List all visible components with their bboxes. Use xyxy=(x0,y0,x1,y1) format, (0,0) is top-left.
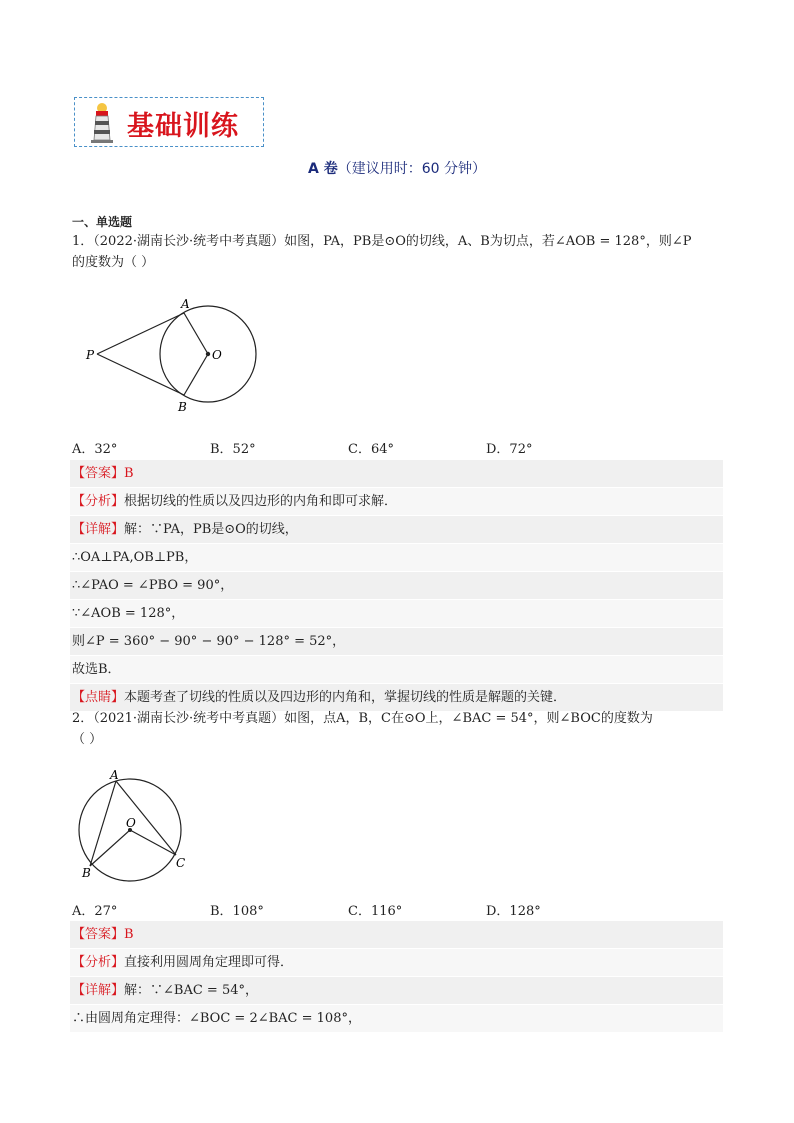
q1-detail-line: ∵∠AOB = 128°， xyxy=(70,600,723,628)
q1-option-a: A．32° xyxy=(72,442,118,457)
q2-option-b: B．108° xyxy=(210,904,264,919)
section-banner xyxy=(74,97,264,147)
question-2-stem: 2．（2021·湖南长沙·统考中考真题）如图，点A，B，C在⊙O上，∠BAC = 54°，则∠BOC的度数为 （ ） xyxy=(72,711,653,747)
q1-option-c: C．64° xyxy=(348,442,394,457)
fig2-label-c: C xyxy=(176,856,186,870)
q2-detail-row: 【详解】解：∵∠BAC = 54°， xyxy=(70,977,723,1005)
question-2-figure xyxy=(72,770,192,882)
q1-detail-line: 则∠P = 360° − 90° − 90° − 128° = 52°， xyxy=(70,628,723,656)
q1-option-b: B．52° xyxy=(210,442,256,457)
fig2-label-b: B xyxy=(82,866,91,880)
question-1-stem: 1．（2022·湖南长沙·统考中考真题）如图，PA，PB是⊙O的切线，A、B为切点，若∠AOB = 128°，则∠P 的度数为（ ） xyxy=(72,234,692,270)
q1-detail-line: 故选B． xyxy=(70,656,723,684)
q2-option-a: A．27° xyxy=(72,904,118,919)
banner-title: 基础训练 xyxy=(127,111,239,142)
question-1-figure xyxy=(80,293,270,418)
q2-answer-row: 【答案】B xyxy=(70,921,723,949)
q2-option-c: C．116° xyxy=(348,904,403,919)
q1-comment-row: 【点睛】本题考查了切线的性质以及四边形的内角和，掌握切线的性质是解题的关键． xyxy=(70,684,723,712)
q1-detail-line: ∴OA⊥PA,OB⊥PB， xyxy=(70,544,723,572)
fig2-label-a: A xyxy=(110,770,119,782)
q1-detail-row: 【详解】解：∵PA，PB是⊙O的切线， xyxy=(70,516,723,544)
fig1-label-o: O xyxy=(212,348,222,362)
fig1-label-a: A xyxy=(181,297,190,311)
q1-answer-row: 【答案】B xyxy=(70,460,723,488)
section-heading: 一、单选题 xyxy=(72,215,133,229)
lighthouse-icon xyxy=(85,102,119,144)
q2-option-d: D．128° xyxy=(486,904,541,919)
q2-detail-line: ∴由圆周角定理得：∠BOC = 2∠BAC = 108°， xyxy=(70,1005,723,1033)
question-1-solution xyxy=(70,460,723,712)
question-2-solution xyxy=(70,921,723,1033)
q2-analysis-row: 【分析】直接利用圆周角定理即可得． xyxy=(70,949,723,977)
paper-subtitle: A 卷（建议用时：60 分钟） xyxy=(308,161,486,177)
q1-option-d: D．72° xyxy=(486,442,533,457)
fig1-label-b: B xyxy=(178,400,187,414)
fig1-label-p: P xyxy=(86,348,95,362)
q1-detail-line: ∴∠PAO = ∠PBO = 90°， xyxy=(70,572,723,600)
q1-analysis-row: 【分析】根据切线的性质以及四边形的内角和即可求解． xyxy=(70,488,723,516)
fig2-label-o: O xyxy=(126,816,136,830)
